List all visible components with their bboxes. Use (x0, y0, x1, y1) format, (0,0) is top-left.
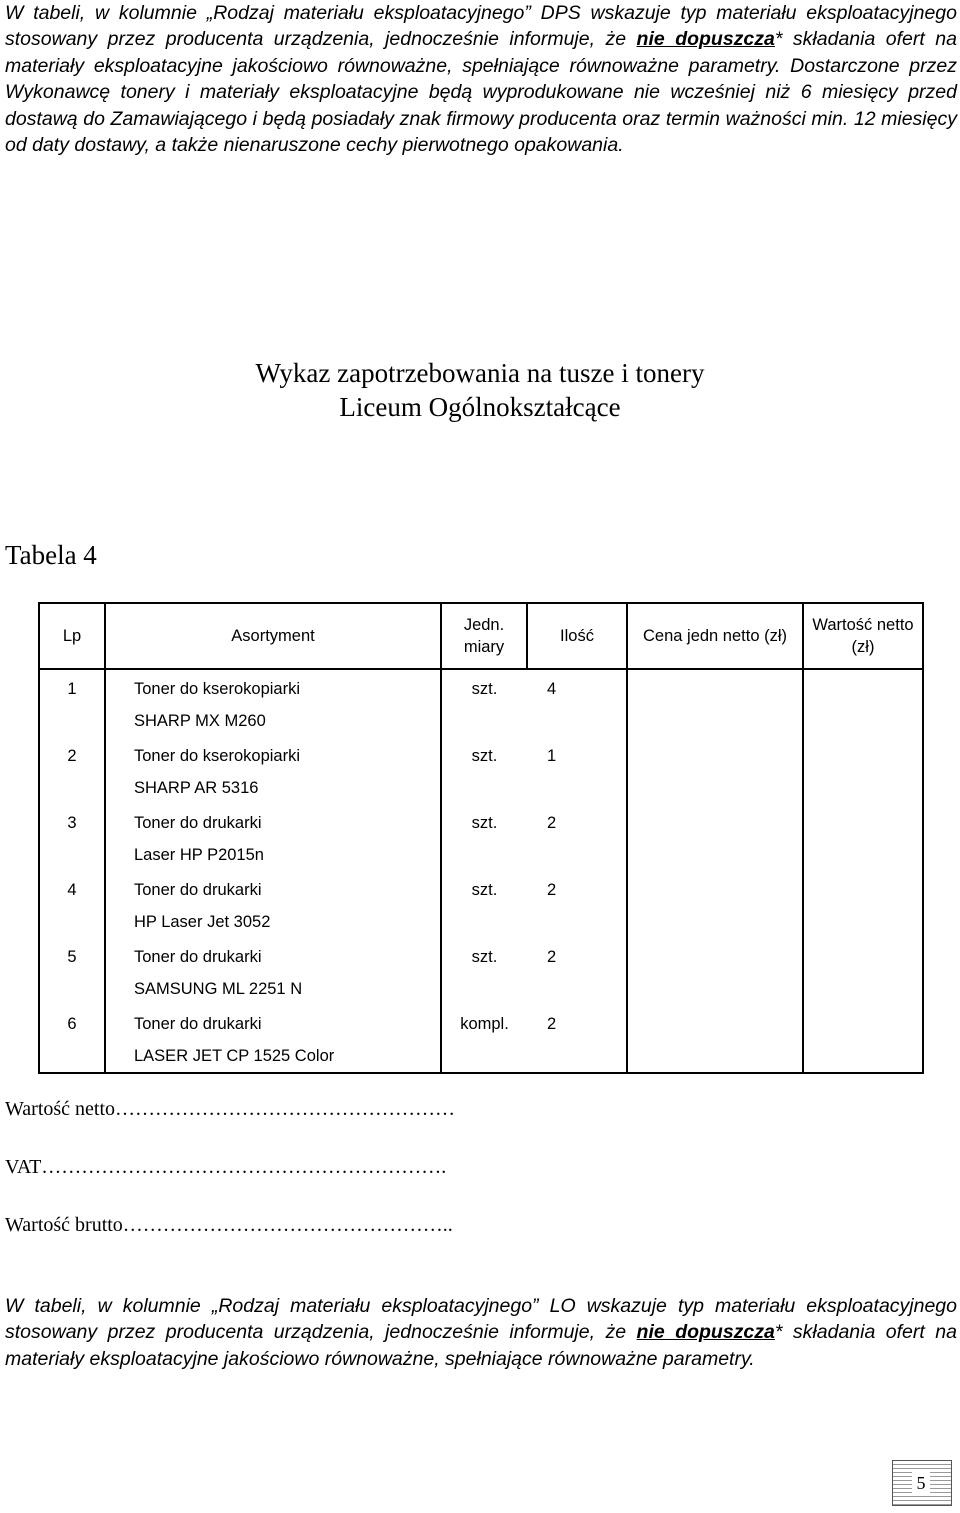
header-unit: Jedn. miary (441, 603, 527, 669)
assortment-line-1: Toner do kserokopiarki (134, 680, 300, 698)
summary-vat: VAT……………………………………………………. (5, 1156, 447, 1178)
cell-unit-price (627, 1005, 803, 1073)
heading-line-2: Liceum Ogólnokształcące (339, 392, 621, 422)
cell-unit-price (627, 737, 803, 804)
outro-emphasis: nie dopuszcza (636, 1321, 775, 1344)
cell-assortment (105, 871, 441, 938)
assortment-line-2: LASER JET CP 1525 Color (134, 1047, 335, 1065)
table-header-row (39, 603, 923, 669)
cell-lp: 3 (39, 804, 105, 871)
summary-brutto: Wartość brutto………………………………………….. (5, 1214, 453, 1236)
outro-text-2: * składania ofert na materiały eksploatacyjne jakościowo równoważne, spełniające równoważne parametry. (5, 1321, 957, 1370)
assortment-line-1: Toner do drukarki (134, 814, 262, 832)
table-row (39, 804, 923, 871)
cell-assortment (105, 804, 441, 871)
assortment-line-2: SHARP AR 5316 (134, 779, 259, 797)
assortment-line-1: Toner do drukarki (134, 1015, 262, 1033)
cell-qty: 2 (527, 804, 627, 871)
cell-unit-price (627, 669, 803, 737)
assortment-line-2: SHARP MX M260 (134, 712, 266, 730)
intro-text-2: * składania ofert na materiały eksploatacyjne jakościowo równoważne, spełniające równoważne parametry. Dostarczone przez Wykonawcę tonery i materiały eksploatacyjne będą wyprodukowane nie wcześniej niż 6 miesięcy przed dostawą do Zamawiającego i będą posiadały znak firmowy producenta oraz termin ważności min. 12 miesięcy od daty dostawy, a także nienaruszone cechy pierwotnego opakowania. (5, 28, 957, 157)
table-row (39, 737, 923, 804)
table-label: Tabela 4 (5, 540, 97, 570)
cell-assortment (105, 737, 441, 804)
cell-qty: 1 (527, 737, 627, 804)
cell-unit: kompl. (441, 1005, 527, 1073)
cell-value (803, 804, 923, 871)
cell-lp: 6 (39, 1005, 105, 1073)
cell-unit: szt. (471, 814, 498, 832)
header-lp: Lp (39, 603, 105, 669)
table-row (39, 938, 923, 1005)
cell-lp: 4 (39, 871, 105, 938)
assortment-line-2: HP Laser Jet 3052 (134, 913, 271, 931)
header-assortment: Asortyment (105, 603, 441, 669)
cell-unit: szt. (471, 948, 498, 966)
assortment-line-1: Toner do drukarki (134, 881, 262, 899)
intro-emphasis: nie dopuszcza (636, 28, 775, 51)
cell-qty: 2 (527, 938, 627, 1005)
table-row (39, 1005, 923, 1073)
cell-value (803, 737, 923, 804)
summary-netto: Wartość netto…………………………………………… (5, 1098, 456, 1120)
cell-unit-price (627, 804, 803, 871)
header-value: Wartość netto (zł) (803, 603, 923, 669)
cell-unit-price (627, 871, 803, 938)
cell-unit: szt. (471, 680, 498, 698)
heading-line-1: Wykaz zapotrzebowania na tusze i tonery (255, 358, 705, 388)
cell-qty: 4 (527, 669, 627, 737)
intro-paragraph (5, 0, 957, 158)
cell-value (803, 669, 923, 737)
cell-value (803, 871, 923, 938)
cell-value (803, 938, 923, 1005)
header-qty: Ilość (527, 603, 627, 669)
cell-lp: 5 (39, 938, 105, 1005)
cell-value (803, 1005, 923, 1073)
cell-qty: 2 (527, 871, 627, 938)
cell-lp: 1 (39, 669, 105, 737)
cell-assortment (105, 669, 441, 737)
page-number-box (892, 1460, 952, 1506)
assortment-line-1: Toner do drukarki (134, 948, 262, 966)
intro-text-1: W tabeli, w kolumnie „Rodzaj materiału eksploatacyjnego” DPS wskazuje typ materiału eksploatacyjnego stosowany przez producenta urządzenia, jednocześnie informuje, że (5, 2, 957, 51)
table-row (39, 669, 923, 737)
cell-unit: szt. (471, 747, 498, 765)
requirements-table (38, 602, 924, 1074)
cell-unit: szt. (471, 881, 498, 899)
outro-text-1: W tabeli, w kolumnie „Rodzaj materiału eksploatacyjnego” LO wskazuje typ materiału eksploatacyjnego stosowany przez producenta urządzenia, jednocześnie informuje, że (5, 1295, 957, 1344)
cell-assortment (105, 1005, 441, 1073)
cell-qty: 2 (527, 1005, 627, 1073)
assortment-line-1: Toner do kserokopiarki (134, 747, 300, 765)
table-row (39, 871, 923, 938)
outro-paragraph (5, 1293, 957, 1372)
cell-unit-price (627, 938, 803, 1005)
assortment-line-2: SAMSUNG ML 2251 N (134, 980, 303, 998)
cell-assortment (105, 938, 441, 1005)
page-number: 5 (912, 1472, 930, 1494)
cell-lp: 2 (39, 737, 105, 804)
assortment-line-2: Laser HP P2015n (134, 846, 264, 864)
header-unit-price: Cena jedn netto (zł) (627, 603, 803, 669)
